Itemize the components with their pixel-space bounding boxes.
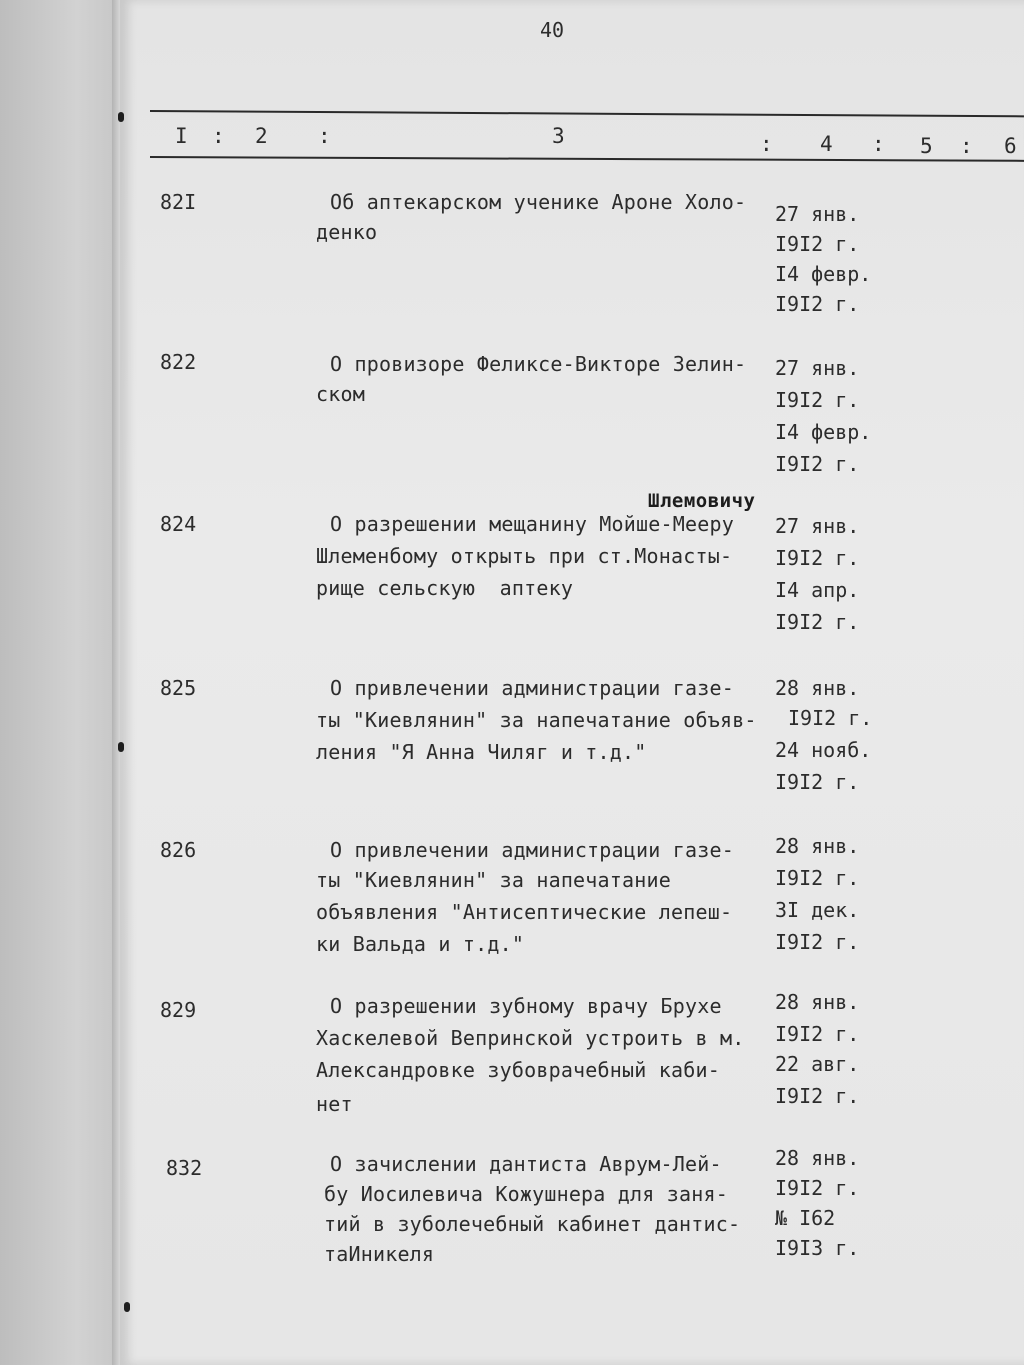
header-sep: : [760, 132, 773, 156]
entry-number: 82I [160, 190, 197, 214]
entry-date: I9I2 г. [775, 388, 860, 412]
entry-date: 28 янв. [775, 834, 860, 858]
entry-date: 28 янв. [775, 676, 860, 700]
header-col-2: 2 [255, 124, 268, 148]
entry-date: I9I2 г. [775, 232, 860, 256]
handwritten-correction: Шлемовичу [648, 490, 756, 512]
entry-date: I9I2 г. [775, 1022, 860, 1046]
header-col-3: 3 [552, 124, 565, 148]
header-sep: : [212, 124, 225, 148]
entry-title-line: тий в зуболечебный кабинет дантис- [324, 1212, 741, 1236]
entry-date: I9I2 г. [775, 1176, 860, 1200]
entry-title-line: Александровке зубоврачебный каби- [316, 1058, 720, 1082]
entry-date: № I62 [775, 1206, 836, 1230]
binding-hole [124, 1302, 130, 1312]
entry-date: 22 авг. [775, 1052, 860, 1076]
entry-date: I9I2 г. [775, 610, 860, 634]
facing-page-edge [0, 0, 128, 1365]
entry-title-line: таИникеля [324, 1242, 435, 1266]
entry-date: I9I2 г. [775, 930, 860, 954]
entry-title-line: Об аптекарском ученике Ароне Холо- [330, 190, 747, 214]
entry-date: 27 янв. [775, 356, 860, 380]
entry-date: I4 февр. [775, 262, 872, 286]
binding-hole [118, 742, 124, 752]
entry-date: I9I3 г. [775, 1236, 860, 1260]
entry-number: 829 [160, 998, 197, 1022]
entry-title-line: рище сельскую аптеку [316, 576, 574, 600]
header-sep: : [318, 124, 331, 148]
entry-title-line: бу Иосилевича Кожушнера для заня- [324, 1182, 728, 1206]
entry-title-line: О зачислении дантиста Аврум-Лей- [330, 1152, 722, 1176]
entry-title-line: нет [316, 1092, 353, 1116]
entry-title-line: О провизоре Феликсе-Викторе Зелин- [330, 352, 747, 376]
entry-date: 27 янв. [775, 514, 860, 538]
entry-number: 822 [160, 350, 197, 374]
binding-hole [118, 112, 124, 122]
header-col-6: 6 [1004, 134, 1017, 158]
entry-title-line: О привлечении администрации газе- [330, 676, 734, 700]
entry-title-line: объявления "Антисептические лепеш- [316, 900, 733, 924]
entry-date: I9I2 г. [775, 770, 860, 794]
entry-title-line: ки Вальда и т.д." [316, 932, 525, 956]
entry-date: 28 янв. [775, 1146, 860, 1170]
entry-number: 826 [160, 838, 197, 862]
header-col-5: 5 [920, 134, 933, 158]
entry-title-line: О разрешении зубному врачу Брухе [330, 994, 722, 1018]
entry-number: 832 [166, 1156, 203, 1180]
entry-title-line: ты "Киевлянин" за напечатание объяв- [316, 708, 757, 732]
entry-title-line: О разрешении мещанину Мойше-Мееру [330, 512, 734, 536]
entry-date: I4 апр. [775, 578, 860, 602]
entry-date: 3I дек. [775, 898, 860, 922]
entry-title-line: О привлечении администрации газе- [330, 838, 734, 862]
entry-date: 27 янв. [775, 202, 860, 226]
entry-date: I9I2 г. [775, 1084, 860, 1108]
header-col-1: I [175, 124, 188, 148]
entry-title-line: ления "Я Анна Чиляг и т.д." [316, 740, 647, 764]
entry-date: I9I2 г. [775, 546, 860, 570]
entry-number: 825 [160, 676, 197, 700]
header-col-4: 4 [820, 132, 833, 156]
entry-date: I4 февр. [775, 420, 872, 444]
page-number: 40 [540, 18, 565, 42]
entry-date: I9I2 г. [775, 452, 860, 476]
entry-title-line: Шлеменбому открыть при ст.Монасты- [316, 544, 733, 568]
entry-title-line: денко [316, 220, 378, 244]
entry-date: I9I2 г. [775, 292, 860, 316]
entry-date: I9I2 г. [775, 866, 860, 890]
header-sep: : [872, 132, 885, 156]
entry-date: 28 янв. [775, 990, 860, 1014]
entry-title-line: ты "Киевлянин" за напечатание [316, 868, 671, 892]
header-sep: : [960, 134, 973, 158]
entry-number: 824 [160, 512, 197, 536]
entry-date: I9I2 г. [788, 706, 873, 730]
entry-title-line: ском [316, 382, 365, 406]
entry-title-line: Хаскелевой Вепринской устроить в м. [316, 1026, 745, 1050]
entry-date: 24 нояб. [775, 738, 872, 762]
